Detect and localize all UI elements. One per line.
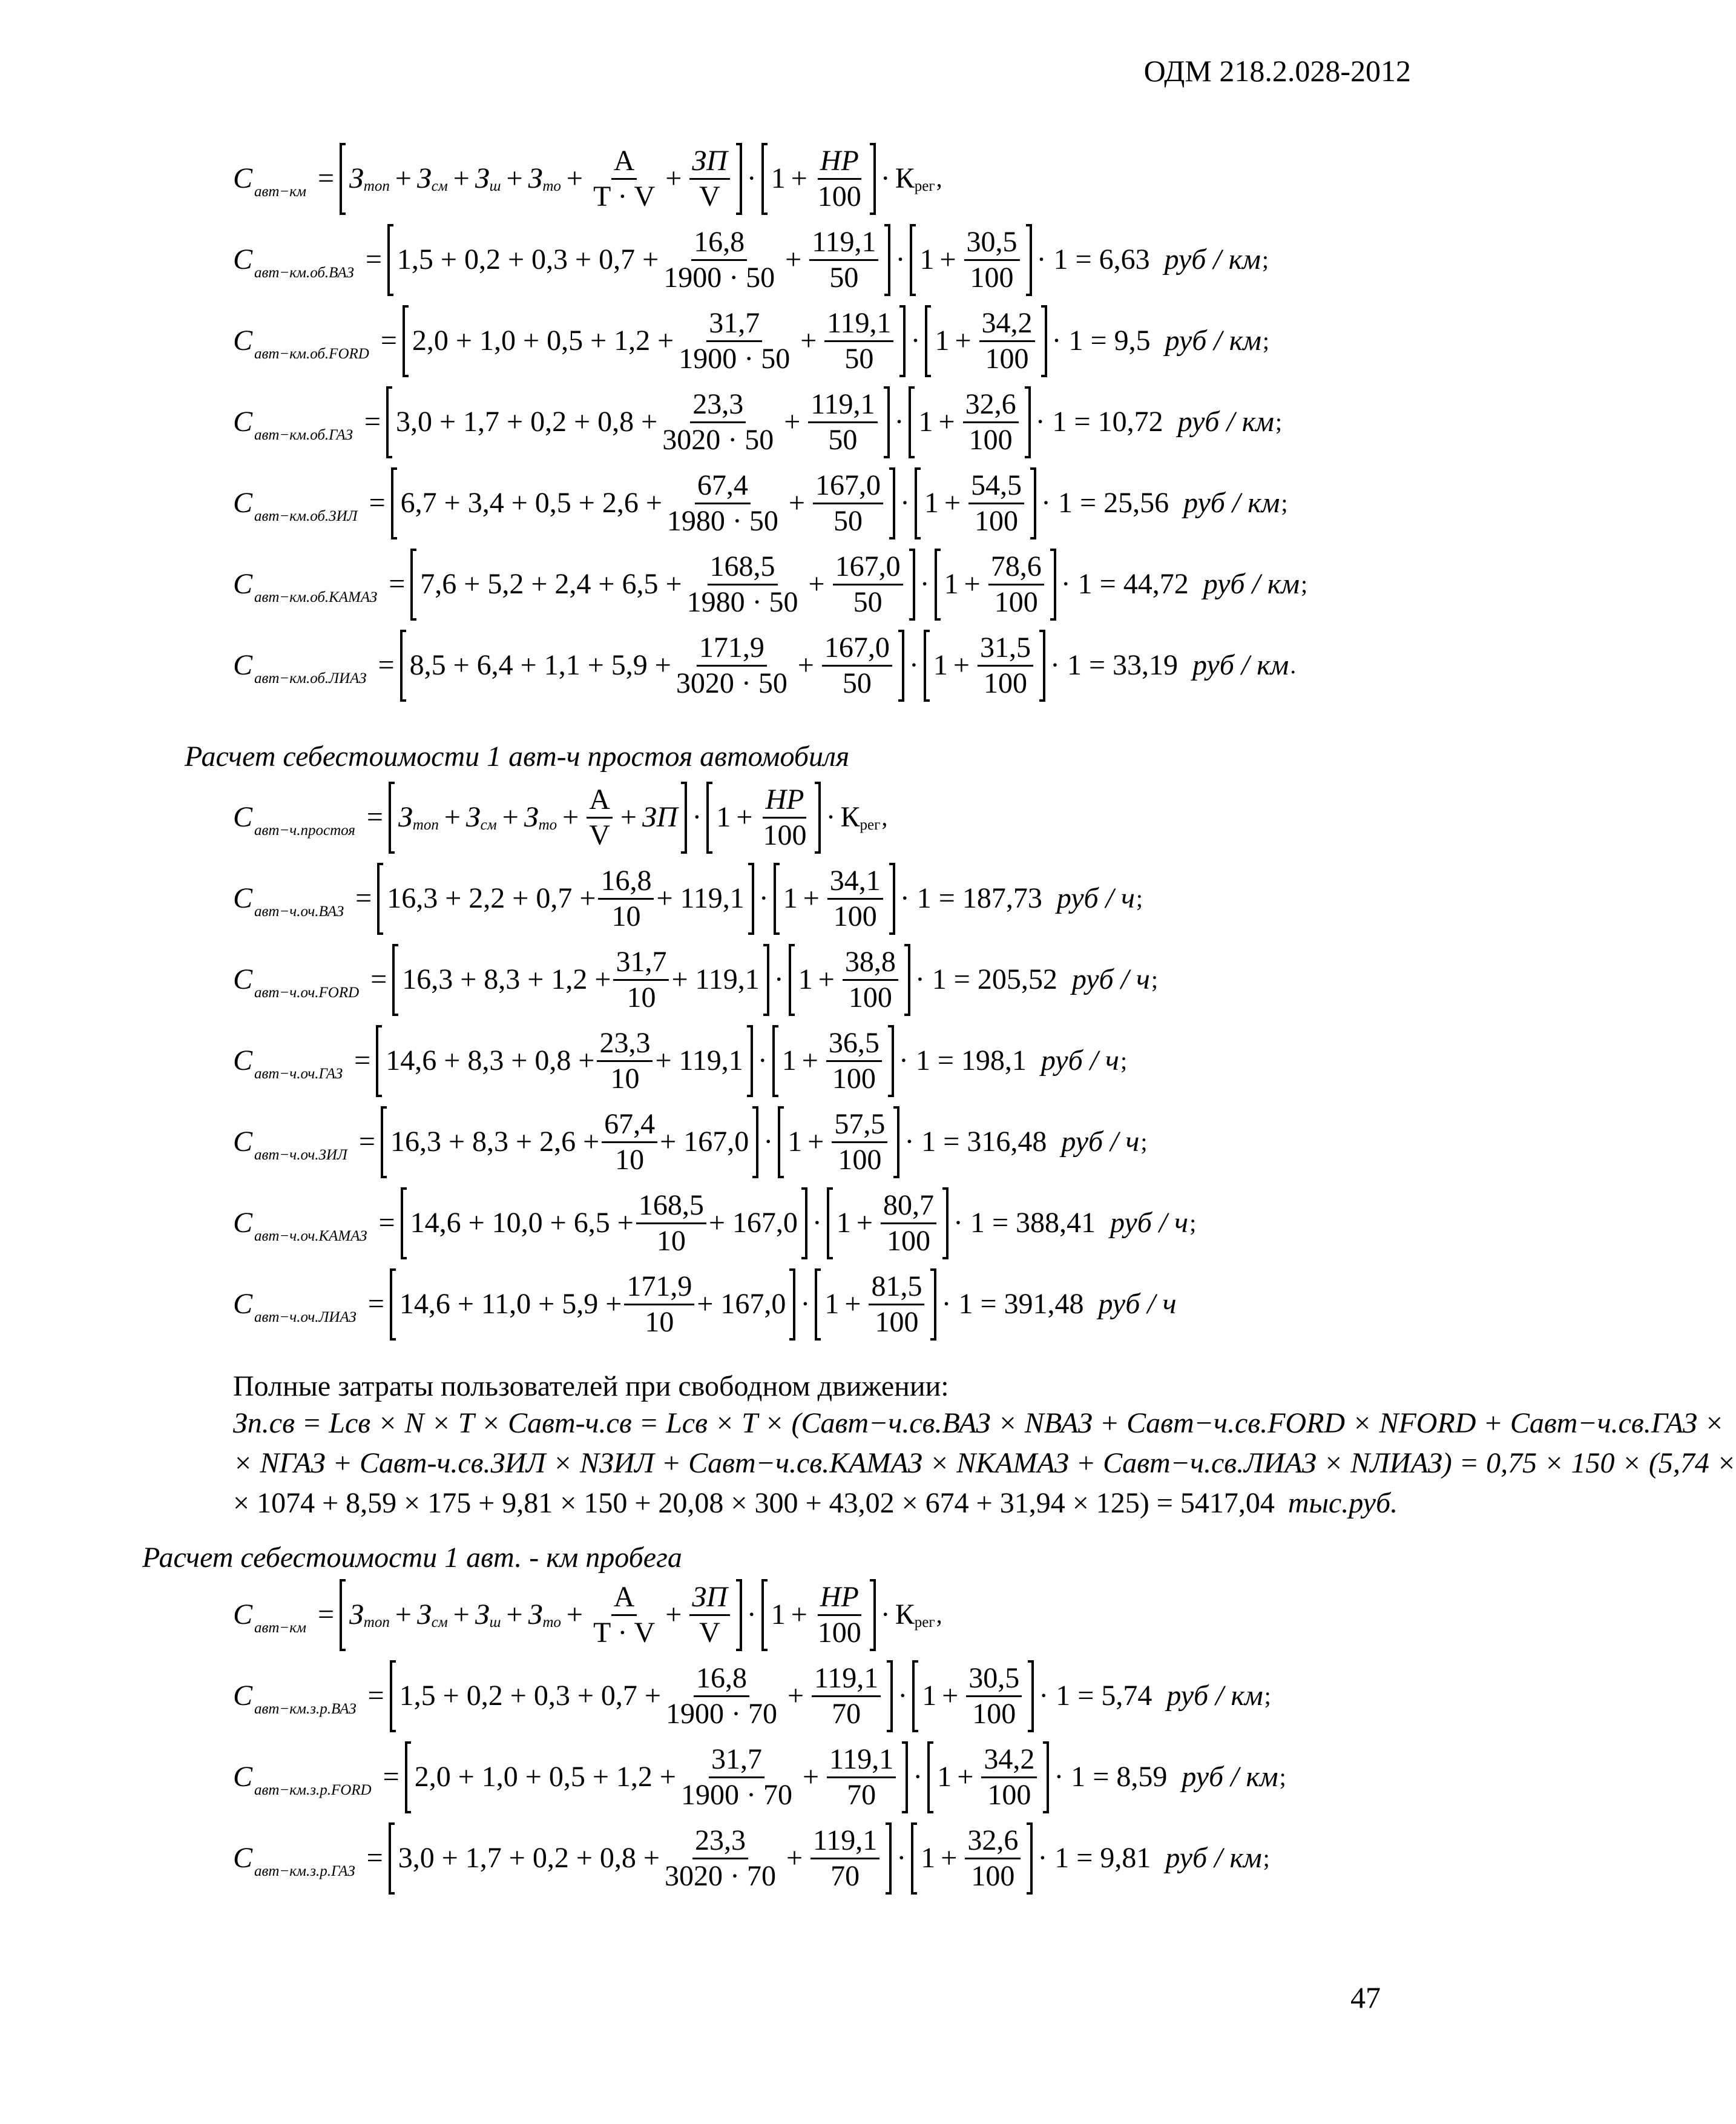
fraction: $\frac{38,8}{100}$ bbox=[843, 948, 898, 1012]
fraction: $\frac{54,5}{100}$ bbox=[968, 471, 1024, 536]
fraction: $\frac{80,7}{100}$ bbox=[881, 1191, 936, 1256]
formula-row: C авт−ч.оч.ЛИАЗ = 14,6 + 11,0 + 5,9 + $\frac{171,9}{10}$ + 167,0 · 1 + $\frac{81,5}{100}$ · 1 = 391,48 руб / ч bbox=[233, 1264, 1196, 1345]
total-cost-line-1: Зп.св = Lсв × N × T × Cавт-ч.св = Lсв × T × (Cавт−ч.св.ВАЗ × NВАЗ + Cавт−ч.св.FORD × NFORD + Cавт−ч.св.ГАЗ × bbox=[233, 1407, 1724, 1439]
bracket: 1 + $\frac{78,6}{100}$ bbox=[935, 549, 1056, 621]
sum-terms: 7,6 + 5,2 + 2,4 + 6,5 + bbox=[420, 568, 682, 600]
unit-label: руб / км bbox=[1203, 568, 1300, 600]
block2-rows bbox=[233, 858, 1196, 1345]
sum-terms: 2,0 + 1,0 + 0,5 + 1,2 + bbox=[414, 1761, 676, 1793]
bracket: 7,6 + 5,2 + 2,4 + 6,5 + $\frac{168,5}{1980 \cdot 50}$ + $\frac{167,0}{50}$ bbox=[410, 549, 915, 621]
formula-row: C авт−км.з.р.FORD = 2,0 + 1,0 + 0,5 + 1,2 + $\frac{31,7}{1900 \cdot 70}$ + $\frac{119,1}{70}$ · 1 + $\frac{34,2}{100}$ · 1 = 8,59 руб / км ; bbox=[233, 1736, 1286, 1818]
formula-lhs: C авт−ч.оч.ГАЗ bbox=[233, 1044, 343, 1082]
fraction: $\frac{119,1}{70}$ bbox=[810, 1826, 880, 1891]
fraction: $\frac{ЗП}{V}$ bbox=[689, 147, 729, 211]
block-total-costs bbox=[233, 1370, 1736, 1523]
tail-term: + 167,0 bbox=[708, 1207, 798, 1239]
fraction: $\frac{81,5}{100}$ bbox=[869, 1272, 924, 1337]
sum-terms: 3,0 + 1,7 + 0,2 + 0,8 + bbox=[398, 1842, 660, 1874]
fraction: $\frac{23,3}{3020 \cdot 70}$ bbox=[664, 1824, 776, 1892]
unit-label: руб / ч bbox=[1061, 1126, 1140, 1158]
fraction: $\frac{34,1}{100}$ bbox=[827, 866, 883, 931]
formula-lhs: C авт−км.об.FORD bbox=[233, 325, 369, 362]
formula-lhs: C авт−км.об.ГАЗ bbox=[233, 406, 353, 443]
fraction: $\frac{31,7}{10}$ bbox=[613, 948, 669, 1012]
sum-terms: 14,6 + 11,0 + 5,9 + bbox=[399, 1288, 622, 1320]
block-km-formulas-zr bbox=[233, 1574, 1286, 1899]
bracket: 1 + $\frac{34,1}{100}$ bbox=[774, 863, 895, 935]
bracket: 6,7 + 3,4 + 0,5 + 2,6 + $\frac{67,4}{1980 \cdot 50}$ + $\frac{167,0}{50}$ bbox=[391, 467, 895, 539]
result-value: · 1 = 6,63 bbox=[1036, 243, 1150, 275]
bracket bbox=[390, 1268, 796, 1341]
unit-label: руб / км bbox=[1165, 1842, 1262, 1874]
sum-terms: 14,6 + 8,3 + 0,8 + bbox=[386, 1044, 595, 1077]
bracket bbox=[392, 944, 769, 1016]
formula-lhs: C авт−км.об.КАМАЗ bbox=[233, 568, 378, 605]
block1-rows bbox=[233, 219, 1307, 706]
sum-terms: 1,5 + 0,2 + 0,3 + 0,7 + bbox=[396, 243, 659, 275]
fraction: $\frac{31,7}{1900 \cdot 70}$ bbox=[680, 1743, 792, 1811]
fraction: $\frac{23,3}{10}$ bbox=[597, 1029, 653, 1093]
fraction: $\frac{30,5}{100}$ bbox=[964, 228, 1020, 292]
bracket: 1 + $\frac{38,8}{100}$ bbox=[789, 944, 910, 1016]
formula-lhs: C авт−ч.оч.FORD bbox=[233, 963, 360, 1001]
formula-lhs: C авт−км bbox=[233, 162, 306, 200]
bracket bbox=[377, 863, 754, 935]
result-value: · 1 = 187,73 bbox=[899, 882, 1042, 914]
main-bracket: З топ + З см + З ш + З то + $\frac{А}{T \cdot V}$ + $\frac{ЗП}{V}$ bbox=[340, 143, 742, 215]
fraction: $\frac{167,0}{50}$ bbox=[833, 552, 903, 617]
block4-rows bbox=[233, 1655, 1286, 1899]
formula-lhs: C авт−км.об.ВАЗ bbox=[233, 243, 354, 281]
tail-term: + 119,1 bbox=[656, 882, 745, 914]
result-value: · 1 = 205,52 bbox=[915, 963, 1057, 995]
formula-lhs: C авт−ч.оч.ВАЗ bbox=[233, 882, 344, 920]
fraction: $\frac{34,2}{100}$ bbox=[981, 1745, 1037, 1810]
formula-row: C авт−км.об.FORD = 2,0 + 1,0 + 0,5 + 1,2 + $\frac{31,7}{1900 \cdot 50}$ + $\frac{119,1}{50}$ · 1 + $\frac{34,2}{100}$ · 1 = 9,5 руб / км ; bbox=[233, 300, 1307, 381]
bracket: 1 + $\frac{31,5}{100}$ bbox=[924, 630, 1045, 702]
bracket: 2,0 + 1,0 + 0,5 + 1,2 + $\frac{31,7}{1900 \cdot 70}$ + $\frac{119,1}{70}$ bbox=[405, 1741, 909, 1813]
bracket: 1,5 + 0,2 + 0,3 + 0,7 + $\frac{16,8}{1900 \cdot 50}$ + $\frac{119,1}{50}$ bbox=[387, 224, 891, 296]
bracket: 1,5 + 0,2 + 0,3 + 0,7 + $\frac{16,8}{1900 \cdot 70}$ + $\frac{119,1}{70}$ bbox=[390, 1660, 893, 1732]
formula-row: C авт−ч.оч.ГАЗ = 14,6 + 8,3 + 0,8 + $\frac{23,3}{10}$ + 119,1 · 1 + $\frac{36,5}{100}$ · 1 = 198,1 руб / ч ; bbox=[233, 1020, 1196, 1101]
result-value: · 1 = 10,72 bbox=[1035, 406, 1163, 438]
unit-label: руб / км bbox=[1182, 1761, 1278, 1793]
bracket: 1 + $\frac{54,5}{100}$ bbox=[915, 467, 1036, 539]
fraction: $\frac{168,5}{10}$ bbox=[636, 1191, 706, 1256]
unit-label: руб / км bbox=[1165, 325, 1261, 357]
unit-label: руб / км bbox=[1177, 406, 1274, 438]
fraction: $\frac{57,5}{100}$ bbox=[832, 1110, 887, 1175]
bracket: 1 + $\frac{32,6}{100}$ bbox=[909, 386, 1030, 458]
bracket bbox=[401, 1187, 807, 1259]
formula-lhs: C авт−ч.оч.ЛИАЗ bbox=[233, 1288, 357, 1325]
sum-terms: 14,6 + 10,0 + 6,5 + bbox=[410, 1207, 634, 1239]
formula-lhs: C авт−км.об.ЗИЛ bbox=[233, 487, 358, 524]
unit-label: руб / км bbox=[1192, 649, 1289, 681]
formula-lhs: C авт−км.з.р.FORD bbox=[233, 1761, 372, 1798]
fraction: $\frac{30,5}{100}$ bbox=[966, 1664, 1022, 1729]
fraction: $\frac{171,9}{3020 \cdot 50}$ bbox=[676, 631, 787, 699]
formula-row: C авт−км.з.р.ГАЗ = 3,0 + 1,7 + 0,2 + 0,8 + $\frac{23,3}{3020 \cdot 70}$ + $\frac{119,1}{70}$ · 1 + $\frac{32,6}{100}$ · 1 = 9,81 руб / км ; bbox=[233, 1818, 1286, 1899]
block-km-cost-zr bbox=[142, 1541, 682, 1574]
formula-lhs: C авт−ч.оч.КАМАЗ bbox=[233, 1207, 367, 1244]
bracket: 1 + $\frac{30,5}{100}$ bbox=[912, 1660, 1034, 1732]
tail-term: + 167,0 bbox=[697, 1288, 786, 1320]
fraction: $\frac{31,5}{100}$ bbox=[978, 633, 1033, 698]
result-value: · 1 = 9,5 bbox=[1051, 325, 1151, 357]
general-km-formula-2: C авт−км = З топ + З см + З ш + З то + $\frac{А}{T \cdot V}$ + $\frac{ЗП}{V}$ · 1 + $\frac{НР}{100}$ · К рег , bbox=[233, 1574, 1286, 1655]
section-title: Расчет себестоимости 1 авт-ч простоя автомобиля bbox=[185, 740, 850, 773]
bracket: 1 + $\frac{32,6}{100}$ bbox=[911, 1822, 1033, 1895]
formula-lhs: C авт−км.з.р.ГАЗ bbox=[233, 1842, 355, 1879]
section-title: Расчет себестоимости 1 авт. - км пробега bbox=[142, 1542, 682, 1574]
section-subtitle: Полные затраты пользователей при свободном движении: bbox=[233, 1370, 949, 1402]
total-cost-line-3: × 1074 + 8,59 × 175 + 9,81 × 150 + 20,08 × 300 + 43,02 × 674 + 31,94 × 125) = 5417,04 тыс.руб. bbox=[233, 1486, 1398, 1519]
block-km-cost-ob bbox=[233, 138, 1307, 706]
tail-term: + 167,0 bbox=[660, 1126, 749, 1158]
unit-label: руб / ч bbox=[1098, 1288, 1177, 1320]
sum-terms: 16,3 + 8,3 + 2,6 + bbox=[390, 1126, 600, 1158]
bracket: 1 + $\frac{34,2}{100}$ bbox=[927, 1741, 1049, 1813]
fraction: $\frac{171,9}{10}$ bbox=[624, 1272, 694, 1337]
unit-label: руб / км bbox=[1183, 487, 1280, 519]
bracket: 3,0 + 1,7 + 0,2 + 0,8 + $\frac{23,3}{3020 \cdot 70}$ + $\frac{119,1}{70}$ bbox=[389, 1822, 892, 1895]
result-value: · 1 = 9,81 bbox=[1037, 1842, 1151, 1874]
bracket: 8,5 + 6,4 + 1,1 + 5,9 + $\frac{171,9}{3020 \cdot 50}$ + $\frac{167,0}{50}$ bbox=[400, 630, 904, 702]
result-value: · 1 = 33,19 bbox=[1050, 649, 1179, 681]
tail-term: + 119,1 bbox=[655, 1044, 743, 1077]
formula-row: C авт−ч.оч.ЗИЛ = 16,3 + 8,3 + 2,6 + $\frac{67,4}{10}$ + 167,0 · 1 + $\frac{57,5}{100}$ · 1 = 316,48 руб / ч ; bbox=[233, 1101, 1196, 1182]
fraction: $\frac{78,6}{100}$ bbox=[988, 552, 1044, 617]
block-idle-cost bbox=[185, 740, 849, 773]
result-value: · 1 = 8,59 bbox=[1054, 1761, 1168, 1793]
result-value: · 1 = 388,41 bbox=[953, 1207, 1096, 1239]
unit-label: руб / ч bbox=[1110, 1207, 1189, 1239]
result-value: · 1 = 25,56 bbox=[1041, 487, 1169, 519]
fraction: $\frac{23,3}{3020 \cdot 50}$ bbox=[662, 388, 774, 456]
fraction: $\frac{119,1}{50}$ bbox=[824, 309, 893, 374]
fraction: $\frac{168,5}{1980 \cdot 50}$ bbox=[686, 550, 798, 618]
bracket bbox=[376, 1025, 753, 1097]
fraction: $\frac{16,8}{1900 \cdot 50}$ bbox=[663, 225, 775, 294]
fraction: $\frac{167,0}{50}$ bbox=[813, 471, 883, 536]
total-cost-line-2: × NГАЗ + Cавт-ч.св.ЗИЛ × NЗИЛ + Cавт−ч.св.КАМАЗ × NКАМАЗ + Cавт−ч.св.ЛИАЗ × NЛИАЗ) = 0,75 × 150 × (5,74 × bbox=[233, 1446, 1736, 1479]
sum-terms: 8,5 + 6,4 + 1,1 + 5,9 + bbox=[409, 649, 671, 681]
fraction: $\frac{А}{T \cdot V}$ bbox=[593, 144, 656, 213]
result-value: · 1 = 316,48 bbox=[904, 1126, 1047, 1158]
formula-lhs: C авт−км.об.ЛИАЗ bbox=[233, 649, 367, 687]
overhead-bracket: 1 + $\frac{НР}{100}$ bbox=[761, 143, 876, 215]
fraction: $\frac{31,7}{1900 \cdot 50}$ bbox=[679, 306, 791, 375]
result-value: · 1 = 44,72 bbox=[1060, 568, 1189, 600]
fraction: $\frac{16,8}{10}$ bbox=[598, 866, 654, 931]
sum-terms: 16,3 + 2,2 + 0,7 + bbox=[387, 882, 596, 914]
sum-terms: 2,0 + 1,0 + 0,5 + 1,2 + bbox=[412, 325, 674, 357]
bracket: 1 + $\frac{30,5}{100}$ bbox=[910, 224, 1031, 296]
fraction: $\frac{32,6}{100}$ bbox=[963, 390, 1019, 455]
formula-row: C авт−км.об.ВАЗ = 1,5 + 0,2 + 0,3 + 0,7 + $\frac{16,8}{1900 \cdot 50}$ + $\frac{119,1}{50}$ · 1 + $\frac{30,5}{100}$ · 1 = 6,63 руб / км ; bbox=[233, 219, 1307, 300]
fraction: $\frac{167,0}{50}$ bbox=[822, 633, 892, 698]
fraction: $\frac{16,8}{1900 \cdot 70}$ bbox=[665, 1661, 777, 1730]
bracket: 1 + $\frac{57,5}{100}$ bbox=[778, 1106, 899, 1178]
sum-terms: 1,5 + 0,2 + 0,3 + 0,7 + bbox=[399, 1680, 661, 1712]
formula-row: C авт−км.об.ЛИАЗ = 8,5 + 6,4 + 1,1 + 5,9 + $\frac{171,9}{3020 \cdot 50}$ + $\frac{167,0}{50}$ · 1 + $\frac{31,5}{100}$ · 1 = 33,19 руб / км . bbox=[233, 625, 1307, 706]
fraction: $\frac{67,4}{1980 \cdot 50}$ bbox=[666, 469, 778, 537]
result-value: · 1 = 198,1 bbox=[898, 1044, 1027, 1077]
formula-row: C авт−км.з.р.ВАЗ = 1,5 + 0,2 + 0,3 + 0,7 + $\frac{16,8}{1900 \cdot 70}$ + $\frac{119,1}{70}$ · 1 + $\frac{30,5}{100}$ · 1 = 5,74 руб / км ; bbox=[233, 1655, 1286, 1736]
result-value: · 1 = 391,48 bbox=[941, 1288, 1084, 1320]
formula-row: C авт−км.об.КАМАЗ = 7,6 + 5,2 + 2,4 + 6,5 + $\frac{168,5}{1980 \cdot 50}$ + $\frac{167,0}{50}$ · 1 + $\frac{78,6}{100}$ · 1 = 44,72 руб / км ; bbox=[233, 544, 1307, 625]
unit-label: руб / ч bbox=[1056, 882, 1135, 914]
general-idle-formula: C авт−ч.простоя = З топ + З см + З то + $\frac{А}{V}$ + ЗП · 1 + $\frac{НР}{100}$ · К рег , bbox=[233, 777, 1196, 858]
fraction: $\frac{119,1}{50}$ bbox=[808, 390, 877, 455]
unit-label: руб / км bbox=[1164, 243, 1261, 275]
formula-row: C авт−ч.оч.ВАЗ = 16,3 + 2,2 + 0,7 + $\frac{16,8}{10}$ + 119,1 · 1 + $\frac{34,1}{100}$ · 1 = 187,73 руб / ч ; bbox=[233, 858, 1196, 939]
fraction: $\frac{119,1}{70}$ bbox=[812, 1664, 881, 1729]
bracket: 1 + $\frac{81,5}{100}$ bbox=[815, 1268, 936, 1341]
unit-label: руб / ч bbox=[1071, 963, 1150, 995]
bracket: 1 + $\frac{34,2}{100}$ bbox=[925, 305, 1047, 377]
block-idle-formulas bbox=[233, 777, 1196, 1345]
bracket: 2,0 + 1,0 + 0,5 + 1,2 + $\frac{31,7}{1900 \cdot 50}$ + $\frac{119,1}{50}$ bbox=[403, 305, 906, 377]
fraction: $\frac{67,4}{10}$ bbox=[602, 1110, 657, 1175]
tail-term: + 119,1 bbox=[671, 963, 760, 995]
fraction: $\frac{34,2}{100}$ bbox=[979, 309, 1035, 374]
sum-terms: 6,7 + 3,4 + 0,5 + 2,6 + bbox=[400, 487, 662, 519]
sum-terms: 3,0 + 1,7 + 0,2 + 0,8 + bbox=[395, 406, 658, 438]
result-value: · 1 = 5,74 bbox=[1039, 1680, 1152, 1712]
formula-row: C авт−км.об.ГАЗ = 3,0 + 1,7 + 0,2 + 0,8 + $\frac{23,3}{3020 \cdot 50}$ + $\frac{119,1}{50}$ · 1 + $\frac{32,6}{100}$ · 1 = 10,72 руб / км ; bbox=[233, 381, 1307, 463]
formula-row: C авт−ч.оч.FORD = 16,3 + 8,3 + 1,2 + $\frac{31,7}{10}$ + 119,1 · 1 + $\frac{38,8}{100}$ · 1 = 205,52 руб / ч ; bbox=[233, 939, 1196, 1020]
document-code: ОДМ 218.2.028-2012 bbox=[1143, 54, 1411, 88]
formula-row: C авт−км.об.ЗИЛ = 6,7 + 3,4 + 0,5 + 2,6 + $\frac{67,4}{1980 \cdot 50}$ + $\frac{167,0}{50}$ · 1 + $\frac{54,5}{100}$ · 1 = 25,56 руб / км ; bbox=[233, 463, 1307, 544]
fraction: $\frac{32,6}{100}$ bbox=[965, 1826, 1021, 1891]
fraction: $\frac{119,1}{50}$ bbox=[809, 228, 878, 292]
bracket: 3,0 + 1,7 + 0,2 + 0,8 + $\frac{23,3}{3020 \cdot 50}$ + $\frac{119,1}{50}$ bbox=[386, 386, 890, 458]
page-number: 47 bbox=[1350, 1981, 1381, 2014]
bracket bbox=[381, 1106, 758, 1178]
unit-label: руб / ч bbox=[1041, 1044, 1119, 1077]
bracket: 1 + $\frac{80,7}{100}$ bbox=[827, 1187, 949, 1259]
sum-terms: 16,3 + 8,3 + 1,2 + bbox=[402, 963, 611, 995]
unit-label: руб / км bbox=[1166, 1680, 1263, 1712]
fraction: $\frac{НР}{100}$ bbox=[817, 144, 861, 213]
formula-lhs: C авт−км.з.р.ВАЗ bbox=[233, 1680, 357, 1717]
formula-row: C авт−ч.оч.КАМАЗ = 14,6 + 10,0 + 6,5 + $\frac{168,5}{10}$ + 167,0 · 1 + $\frac{80,7}{100}$ · 1 = 388,41 руб / ч ; bbox=[233, 1182, 1196, 1264]
bracket: 1 + $\frac{36,5}{100}$ bbox=[772, 1025, 894, 1097]
formula-lhs: C авт−ч.оч.ЗИЛ bbox=[233, 1126, 347, 1163]
general-km-formula: C авт−км = З топ + З см + З ш + З то + $\frac{А}{T \cdot V}$ + $\frac{ЗП}{V}$ · 1 + $\frac{НР}{100}$ · К рег , bbox=[233, 138, 1307, 219]
fraction: $\frac{36,5}{100}$ bbox=[826, 1029, 882, 1093]
fraction: $\frac{119,1}{70}$ bbox=[827, 1745, 896, 1810]
